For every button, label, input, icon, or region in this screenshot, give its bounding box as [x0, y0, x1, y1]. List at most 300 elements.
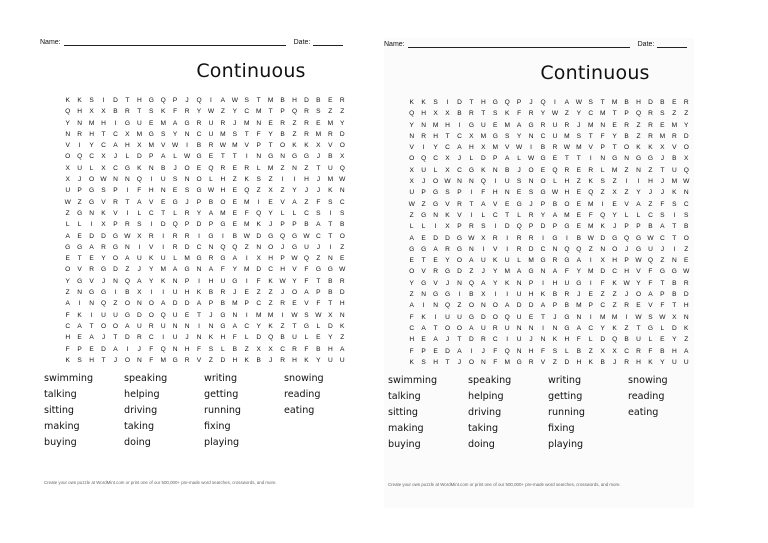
grid-letter[interactable]: D	[683, 291, 689, 299]
grid-letter[interactable]: Q	[624, 234, 630, 242]
grid-letter[interactable]: D	[304, 97, 309, 104]
grid-letter[interactable]: Z	[624, 166, 629, 174]
grid-letter[interactable]: Z	[244, 243, 249, 251]
grid-letter[interactable]: E	[149, 119, 154, 127]
grid-letter[interactable]: H	[208, 277, 214, 285]
grid-letter[interactable]: E	[433, 347, 438, 355]
grid-letter[interactable]: U	[220, 277, 226, 285]
grid-letter[interactable]: Z	[564, 110, 569, 118]
grid-letter[interactable]: I	[281, 176, 284, 184]
grid-letter[interactable]: R	[184, 232, 190, 240]
grid-letter[interactable]: U	[516, 313, 522, 321]
grid-letter[interactable]: E	[77, 334, 82, 342]
grid-letter[interactable]: N	[113, 277, 118, 285]
grid-letter[interactable]: M	[267, 97, 274, 104]
grid-letter[interactable]: D	[504, 223, 510, 231]
grid-letter[interactable]: N	[136, 356, 142, 364]
grid-letter[interactable]: S	[481, 223, 486, 231]
grid-letter[interactable]: A	[65, 300, 70, 308]
grid-letter[interactable]: N	[232, 311, 238, 319]
grid-letter[interactable]: Z	[125, 266, 130, 274]
grid-letter[interactable]: R	[528, 211, 534, 219]
grid-letter[interactable]: O	[492, 313, 498, 321]
grid-letter[interactable]: B	[672, 279, 677, 287]
grid-letter[interactable]: N	[65, 130, 71, 138]
grid-letter[interactable]: G	[564, 324, 570, 332]
grid-letter[interactable]: G	[291, 153, 298, 161]
grid-letter[interactable]: V	[457, 211, 462, 219]
grid-letter[interactable]: L	[409, 223, 414, 231]
grid-letter[interactable]: X	[612, 347, 617, 355]
grid-letter[interactable]: Z	[292, 119, 297, 127]
grid-letter[interactable]: H	[492, 189, 498, 197]
grid-letter[interactable]: A	[304, 289, 309, 297]
grid-letter[interactable]: Q	[256, 209, 262, 217]
grid-letter[interactable]: L	[292, 209, 297, 217]
grid-letter[interactable]: T	[445, 132, 450, 140]
grid-letter[interactable]: L	[173, 153, 177, 161]
grid-letter[interactable]: I	[281, 311, 284, 319]
grid-letter[interactable]: R	[683, 99, 689, 106]
grid-letter[interactable]: P	[421, 189, 426, 197]
grid-letter[interactable]: V	[113, 209, 118, 217]
grid-letter[interactable]: T	[196, 311, 202, 319]
grid-letter[interactable]: H	[292, 356, 297, 364]
grid-letter[interactable]: M	[232, 142, 238, 150]
grid-letter[interactable]: F	[576, 336, 581, 344]
grid-letter[interactable]: J	[624, 291, 629, 299]
grid-letter[interactable]: D	[220, 356, 226, 364]
grid-letter[interactable]: V	[445, 200, 450, 208]
grid-letter[interactable]: U	[516, 291, 522, 299]
grid-letter[interactable]: E	[421, 234, 426, 242]
grid-letter[interactable]: X	[445, 110, 450, 118]
grid-letter[interactable]: H	[89, 130, 94, 138]
grid-letter[interactable]: Q	[600, 211, 606, 219]
grid-letter[interactable]: R	[648, 132, 653, 140]
grid-letter[interactable]: O	[683, 144, 689, 152]
grid-letter[interactable]: I	[78, 300, 81, 308]
grid-letter[interactable]: H	[280, 266, 285, 274]
grid-letter[interactable]: R	[564, 291, 570, 299]
grid-letter[interactable]: C	[624, 347, 629, 355]
grid-letter[interactable]: C	[304, 209, 309, 217]
grid-letter[interactable]: R	[339, 277, 345, 285]
grid-letter[interactable]: H	[327, 345, 333, 353]
grid-letter[interactable]: I	[150, 176, 153, 184]
grid-letter[interactable]: O	[468, 358, 474, 366]
grid-letter[interactable]: S	[504, 132, 510, 140]
grid-letter[interactable]: N	[125, 176, 130, 184]
grid-letter[interactable]: C	[148, 209, 154, 217]
grid-letter[interactable]: J	[113, 356, 118, 364]
grid-letter[interactable]: G	[647, 155, 654, 163]
grid-letter[interactable]: J	[185, 198, 189, 206]
grid-letter[interactable]: D	[445, 347, 450, 355]
grid-letter[interactable]: T	[505, 211, 510, 219]
grid-letter[interactable]: H	[624, 268, 629, 276]
grid-letter[interactable]: W	[219, 142, 226, 150]
grid-letter[interactable]: R	[648, 121, 653, 129]
grid-letter[interactable]: B	[316, 97, 321, 104]
grid-letter[interactable]: O	[468, 302, 474, 310]
grid-letter[interactable]: N	[256, 153, 262, 161]
grid-letter[interactable]: Y	[493, 268, 498, 276]
grid-letter[interactable]: I	[673, 211, 676, 219]
grid-letter[interactable]: I	[138, 243, 141, 251]
grid-letter[interactable]: J	[280, 289, 285, 297]
grid-letter[interactable]: U	[516, 336, 522, 344]
grid-letter[interactable]: P	[113, 221, 118, 229]
grid-letter[interactable]: O	[100, 322, 107, 330]
grid-letter[interactable]: A	[125, 255, 130, 263]
grid-letter[interactable]: Z	[304, 164, 309, 172]
grid-letter[interactable]: Q	[409, 110, 415, 118]
grid-letter[interactable]: C	[113, 164, 118, 172]
grid-letter[interactable]: V	[304, 300, 309, 308]
grid-letter[interactable]: J	[316, 176, 321, 184]
grid-letter[interactable]: P	[256, 142, 261, 150]
grid-letter[interactable]: S	[493, 110, 498, 118]
grid-letter[interactable]: R	[327, 130, 333, 138]
grid-letter[interactable]: W	[183, 153, 191, 161]
grid-letter[interactable]: M	[576, 302, 582, 310]
grid-letter[interactable]: O	[196, 176, 202, 184]
grid-letter[interactable]: Z	[268, 289, 273, 297]
grid-letter[interactable]: Y	[576, 110, 582, 118]
grid-letter[interactable]: D	[600, 234, 606, 242]
grid-letter[interactable]: Y	[612, 211, 617, 219]
grid-letter[interactable]: L	[553, 178, 557, 186]
grid-letter[interactable]: A	[172, 266, 178, 274]
grid-letter[interactable]: F	[600, 132, 605, 140]
grid-letter[interactable]: J	[316, 243, 321, 251]
grid-letter[interactable]: V	[493, 245, 498, 253]
grid-letter[interactable]: M	[564, 132, 570, 140]
grid-letter[interactable]: M	[588, 200, 594, 208]
grid-letter[interactable]: K	[304, 142, 309, 150]
grid-letter[interactable]: I	[542, 234, 544, 242]
grid-letter[interactable]: I	[198, 232, 200, 240]
grid-letter[interactable]: V	[149, 198, 154, 206]
grid-letter[interactable]: R	[433, 268, 438, 276]
grid-letter[interactable]: M	[659, 132, 666, 140]
grid-letter[interactable]: Y	[196, 209, 202, 217]
grid-letter[interactable]: T	[469, 200, 474, 208]
grid-letter[interactable]: M	[244, 221, 250, 229]
grid-letter[interactable]: Z	[612, 302, 617, 310]
grid-letter[interactable]: N	[256, 119, 262, 127]
grid-letter[interactable]: Y	[268, 130, 273, 138]
grid-letter[interactable]: F	[256, 277, 261, 285]
grid-letter[interactable]: U	[113, 311, 118, 319]
grid-letter[interactable]: M	[504, 121, 510, 129]
grid-letter[interactable]: F	[600, 279, 605, 287]
grid-letter[interactable]: V	[280, 198, 285, 206]
grid-letter[interactable]: U	[292, 334, 297, 342]
grid-letter[interactable]: L	[588, 336, 593, 344]
grid-letter[interactable]: N	[256, 243, 262, 251]
grid-letter[interactable]: S	[256, 176, 261, 184]
grid-letter[interactable]: J	[660, 178, 665, 186]
grid-letter[interactable]: E	[316, 334, 321, 342]
grid-letter[interactable]: S	[516, 178, 522, 186]
grid-letter[interactable]: N	[89, 300, 94, 308]
grid-letter[interactable]: P	[552, 223, 558, 231]
grid-letter[interactable]: N	[600, 121, 606, 129]
date-line[interactable]	[657, 39, 687, 48]
grid-letter[interactable]: P	[77, 187, 82, 195]
grid-letter[interactable]: G	[172, 356, 178, 364]
grid-letter[interactable]: Q	[504, 313, 510, 321]
grid-letter[interactable]: G	[184, 266, 190, 274]
grid-letter[interactable]: C	[660, 234, 665, 242]
grid-letter[interactable]: E	[232, 187, 238, 195]
grid-letter[interactable]: Z	[672, 110, 677, 118]
grid-letter[interactable]: J	[529, 336, 533, 344]
grid-letter[interactable]: H	[148, 187, 154, 195]
grid-letter[interactable]: N	[172, 277, 178, 285]
grid-letter[interactable]: X	[481, 144, 486, 152]
grid-letter[interactable]: P	[636, 223, 641, 231]
grid-letter[interactable]: E	[89, 255, 94, 263]
grid-letter[interactable]: Q	[516, 223, 522, 231]
grid-letter[interactable]: E	[244, 289, 249, 297]
grid-letter[interactable]: Y	[636, 189, 641, 197]
grid-letter[interactable]: O	[612, 245, 618, 253]
grid-letter[interactable]: I	[494, 178, 497, 186]
grid-letter[interactable]: P	[421, 347, 426, 355]
grid-letter[interactable]: R	[148, 232, 154, 240]
grid-letter[interactable]: B	[672, 155, 677, 163]
grid-letter[interactable]: R	[280, 356, 285, 364]
grid-letter[interactable]: N	[421, 121, 427, 129]
grid-letter[interactable]: P	[280, 108, 285, 116]
grid-letter[interactable]: V	[244, 142, 249, 150]
grid-letter[interactable]: C	[612, 268, 618, 276]
grid-letter[interactable]: J	[517, 166, 521, 174]
grid-letter[interactable]: F	[220, 266, 225, 274]
grid-letter[interactable]: K	[421, 99, 426, 106]
grid-letter[interactable]: W	[659, 313, 666, 321]
grid-letter[interactable]: L	[517, 211, 521, 219]
grid-letter[interactable]: F	[244, 209, 249, 217]
grid-letter[interactable]: E	[660, 336, 665, 344]
grid-letter[interactable]: I	[422, 144, 425, 152]
grid-letter[interactable]: Q	[480, 178, 486, 186]
grid-letter[interactable]: W	[279, 277, 286, 285]
grid-letter[interactable]: Q	[588, 189, 594, 197]
grid-letter[interactable]: G	[492, 99, 498, 106]
grid-letter[interactable]: M	[576, 144, 582, 152]
grid-letter[interactable]: G	[433, 200, 439, 208]
grid-letter[interactable]: T	[672, 302, 677, 310]
grid-letter[interactable]: A	[208, 209, 214, 217]
grid-letter[interactable]: Z	[612, 291, 617, 299]
grid-letter[interactable]: A	[113, 345, 118, 353]
grid-letter[interactable]: E	[328, 97, 333, 104]
grid-letter[interactable]: L	[221, 345, 225, 353]
grid-letter[interactable]: Q	[124, 277, 130, 285]
grid-letter[interactable]: R	[492, 324, 498, 332]
grid-letter[interactable]: R	[184, 209, 190, 217]
grid-letter[interactable]: Z	[409, 211, 414, 219]
grid-letter[interactable]: N	[327, 255, 333, 263]
grid-letter[interactable]: G	[540, 189, 546, 197]
grid-letter[interactable]: R	[671, 132, 677, 140]
grid-letter[interactable]: Q	[160, 97, 166, 104]
grid-letter[interactable]: R	[624, 358, 629, 366]
grid-letter[interactable]: H	[184, 289, 190, 297]
grid-letter[interactable]: G	[172, 198, 178, 206]
grid-letter[interactable]: U	[327, 356, 333, 364]
grid-letter[interactable]: J	[185, 97, 189, 104]
grid-letter[interactable]: G	[444, 291, 451, 299]
grid-letter[interactable]: W	[207, 187, 215, 195]
grid-letter[interactable]: Z	[268, 300, 273, 308]
grid-letter[interactable]: R	[516, 234, 522, 242]
grid-letter[interactable]: Z	[624, 324, 629, 332]
grid-letter[interactable]: Y	[256, 322, 261, 330]
grid-letter[interactable]: Y	[232, 108, 238, 116]
grid-letter[interactable]: B	[660, 347, 665, 355]
grid-letter[interactable]: W	[231, 97, 238, 104]
grid-letter[interactable]: V	[433, 279, 438, 287]
grid-letter[interactable]: B	[552, 200, 558, 208]
grid-letter[interactable]: Z	[256, 187, 261, 195]
grid-letter[interactable]: E	[292, 300, 297, 308]
grid-letter[interactable]: M	[220, 130, 226, 138]
grid-letter[interactable]: A	[137, 198, 142, 206]
grid-letter[interactable]: R	[280, 300, 285, 308]
grid-letter[interactable]: K	[421, 313, 426, 321]
grid-letter[interactable]: M	[244, 266, 250, 274]
grid-letter[interactable]: N	[540, 336, 546, 344]
grid-letter[interactable]: K	[684, 324, 689, 332]
grid-letter[interactable]: W	[551, 189, 559, 197]
grid-letter[interactable]: H	[220, 187, 226, 195]
grid-letter[interactable]: W	[563, 144, 570, 152]
grid-letter[interactable]: J	[660, 189, 665, 197]
grid-letter[interactable]: B	[280, 97, 285, 104]
grid-letter[interactable]: B	[328, 277, 333, 285]
grid-letter[interactable]: I	[293, 176, 296, 184]
grid-letter[interactable]: G	[564, 313, 570, 321]
grid-letter[interactable]: A	[481, 200, 486, 208]
grid-letter[interactable]: F	[173, 108, 178, 116]
grid-letter[interactable]: A	[469, 257, 474, 265]
grid-letter[interactable]: U	[160, 176, 166, 184]
grid-letter[interactable]: D	[480, 155, 486, 163]
grid-letter[interactable]: I	[186, 142, 188, 150]
grid-letter[interactable]: O	[444, 324, 451, 332]
grid-letter[interactable]: Q	[444, 302, 451, 310]
grid-letter[interactable]: T	[433, 324, 438, 332]
grid-letter[interactable]: E	[540, 166, 546, 174]
grid-letter[interactable]: D	[196, 221, 202, 229]
grid-letter[interactable]: Z	[304, 198, 309, 206]
grid-letter[interactable]: R	[528, 234, 534, 242]
grid-letter[interactable]: G	[444, 268, 451, 276]
grid-letter[interactable]: U	[564, 279, 570, 287]
grid-letter[interactable]: G	[124, 164, 130, 172]
grid-letter[interactable]: Z	[65, 289, 70, 297]
grid-letter[interactable]: C	[433, 155, 438, 163]
grid-letter[interactable]: T	[316, 164, 321, 172]
grid-letter[interactable]: Z	[588, 245, 593, 253]
grid-letter[interactable]: U	[304, 243, 309, 251]
grid-letter[interactable]: Y	[409, 279, 414, 287]
grid-letter[interactable]: S	[89, 97, 94, 104]
grid-letter[interactable]: Y	[576, 268, 582, 276]
grid-letter[interactable]: W	[683, 268, 690, 276]
grid-letter[interactable]: B	[540, 144, 546, 152]
grid-letter[interactable]: N	[339, 311, 345, 319]
grid-letter[interactable]: O	[280, 142, 286, 150]
grid-letter[interactable]: U	[172, 311, 178, 319]
grid-letter[interactable]: I	[554, 99, 556, 106]
grid-letter[interactable]: P	[208, 221, 214, 229]
grid-letter[interactable]: X	[268, 187, 273, 195]
grid-letter[interactable]: D	[256, 334, 262, 342]
grid-letter[interactable]: J	[553, 313, 557, 321]
grid-letter[interactable]: G	[647, 324, 654, 332]
grid-letter[interactable]: B	[125, 289, 130, 297]
grid-letter[interactable]: I	[162, 334, 165, 342]
grid-letter[interactable]: P	[600, 144, 605, 152]
grid-letter[interactable]: R	[564, 166, 570, 174]
grid-letter[interactable]: N	[433, 302, 438, 310]
grid-letter[interactable]: D	[101, 345, 106, 353]
grid-letter[interactable]: A	[421, 324, 426, 332]
grid-letter[interactable]: O	[339, 142, 345, 150]
grid-letter[interactable]: Y	[636, 279, 641, 287]
grid-letter[interactable]: M	[184, 255, 190, 263]
grid-letter[interactable]: W	[647, 234, 654, 242]
grid-letter[interactable]: P	[77, 345, 82, 353]
grid-letter[interactable]: L	[256, 164, 261, 172]
grid-letter[interactable]: Q	[280, 232, 286, 240]
grid-letter[interactable]: M	[160, 119, 166, 127]
grid-letter[interactable]: H	[480, 99, 486, 106]
grid-letter[interactable]: S	[232, 130, 238, 138]
grid-letter[interactable]: N	[516, 279, 522, 287]
grid-letter[interactable]: Y	[316, 356, 321, 364]
grid-letter[interactable]: S	[172, 176, 178, 184]
grid-letter[interactable]: G	[196, 187, 202, 195]
grid-letter[interactable]: I	[542, 279, 544, 287]
grid-letter[interactable]: I	[506, 234, 509, 242]
grid-letter[interactable]: D	[184, 300, 190, 308]
grid-letter[interactable]: Z	[220, 108, 225, 116]
grid-letter[interactable]: E	[268, 198, 273, 206]
grid-letter[interactable]: H	[409, 336, 415, 344]
grid-letter[interactable]: T	[540, 313, 546, 321]
grid-letter[interactable]: H	[433, 358, 438, 366]
grid-letter[interactable]: Y	[600, 324, 605, 332]
grid-letter[interactable]: E	[77, 232, 82, 240]
grid-letter[interactable]: F	[517, 110, 522, 118]
grid-letter[interactable]: R	[125, 221, 130, 229]
grid-letter[interactable]: B	[232, 345, 238, 353]
grid-letter[interactable]: I	[494, 223, 497, 231]
grid-letter[interactable]: T	[328, 300, 333, 308]
grid-letter[interactable]: G	[184, 119, 190, 127]
grid-letter[interactable]: G	[291, 243, 298, 251]
grid-letter[interactable]: N	[339, 187, 345, 195]
grid-letter[interactable]: I	[245, 311, 248, 319]
grid-letter[interactable]: V	[77, 266, 82, 274]
